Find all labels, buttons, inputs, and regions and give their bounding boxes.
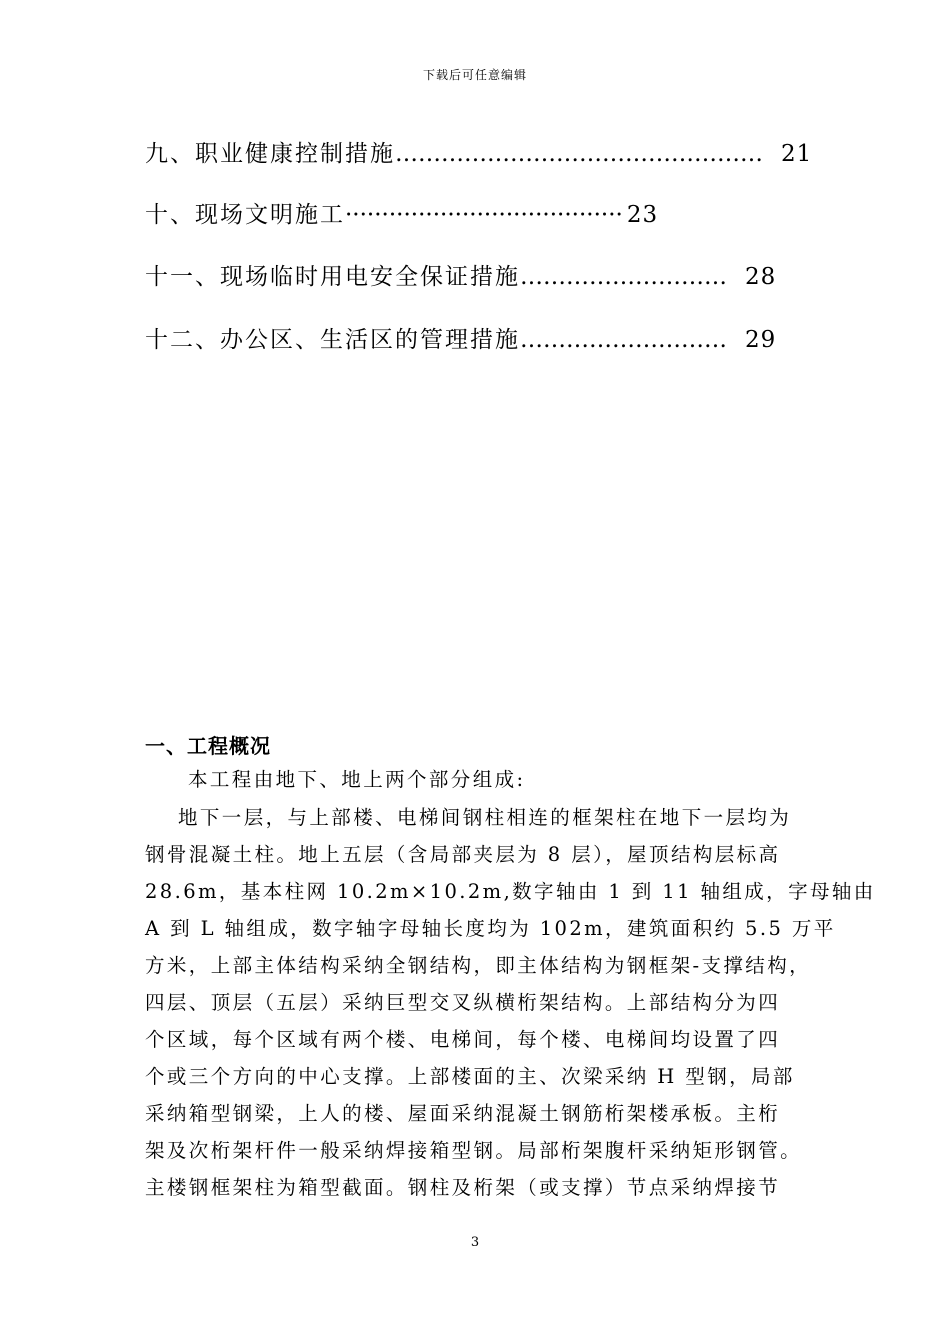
toc-entry-12[interactable]	[145, 321, 777, 354]
page-header: 下载后可任意编辑	[422, 68, 527, 82]
toc-entry-page: 28	[745, 264, 777, 290]
body-line: 个或三个方向的中心支撑。上部楼面的主、次梁采纳 H 型钢，局部	[145, 1065, 795, 1088]
toc-entry-leader: ………………………	[520, 327, 727, 353]
toc-entry-page: 21	[781, 141, 813, 167]
toc-entry-10[interactable]	[145, 196, 745, 229]
body-line: 方米，上部主体结构采纳全钢结构，即主体结构为钢框架-支撑结构，	[145, 954, 811, 977]
toc-entry-title: 十二、办公区、生活区的管理措施	[145, 327, 520, 353]
toc-entry-11[interactable]	[145, 258, 777, 291]
body-line: 架及次桁架杆件一般采纳焊接箱型钢。局部桁架腹杆采纳矩形钢管。	[145, 1139, 803, 1162]
body-line: 28.6m，基本柱网 10.2m×10.2m,数字轴由 1 到 11 轴组成，字母轴由	[145, 880, 876, 903]
toc-entry-9[interactable]	[145, 135, 813, 168]
body-line: 采纳箱型钢梁，上人的楼、屋面采纳混凝土钢筋桁架楼承板。主桁	[145, 1102, 781, 1125]
toc-entry-title: 十一、现场临时用电安全保证措施	[145, 264, 520, 290]
toc-entry-title: 十、现场文明施工	[145, 202, 345, 228]
toc-entry-title: 九、职业健康控制措施	[145, 141, 395, 167]
toc-entry-leader: …………………………………………	[395, 141, 763, 167]
body-line: 四层、顶层（五层）采纳巨型交叉纵横桁架结构。上部结构分为四	[145, 991, 781, 1014]
section-heading: 一、工程概况	[145, 734, 271, 758]
toc-entry-page: 29	[745, 327, 777, 353]
body-line: 个区域，每个区域有两个楼、电梯间，每个楼、电梯间均设置了四	[145, 1028, 781, 1051]
body-line: 地下一层，与上部楼、电梯间钢柱相连的框架柱在地下一层均为	[178, 806, 792, 829]
body-line: 钢骨混凝土柱。地上五层（含局部夹层为 8 层），屋顶结构层标高	[145, 843, 781, 866]
toc-entry-leader: ······································	[345, 202, 623, 228]
toc-entry-leader: ………………………	[520, 264, 727, 290]
body-line: A 到 L 轴组成，数字轴字母轴长度均为 102m，建筑面积约 5.5 万平	[145, 917, 836, 940]
toc-entry-page: 23	[626, 202, 659, 228]
body-line: 主楼钢框架柱为箱型截面。钢柱及桁架（或支撑）节点采纳焊接节	[145, 1176, 781, 1199]
page-number: 3	[470, 1235, 480, 1250]
intro-paragraph: 本工程由地下、地上两个部分组成:	[188, 768, 526, 791]
